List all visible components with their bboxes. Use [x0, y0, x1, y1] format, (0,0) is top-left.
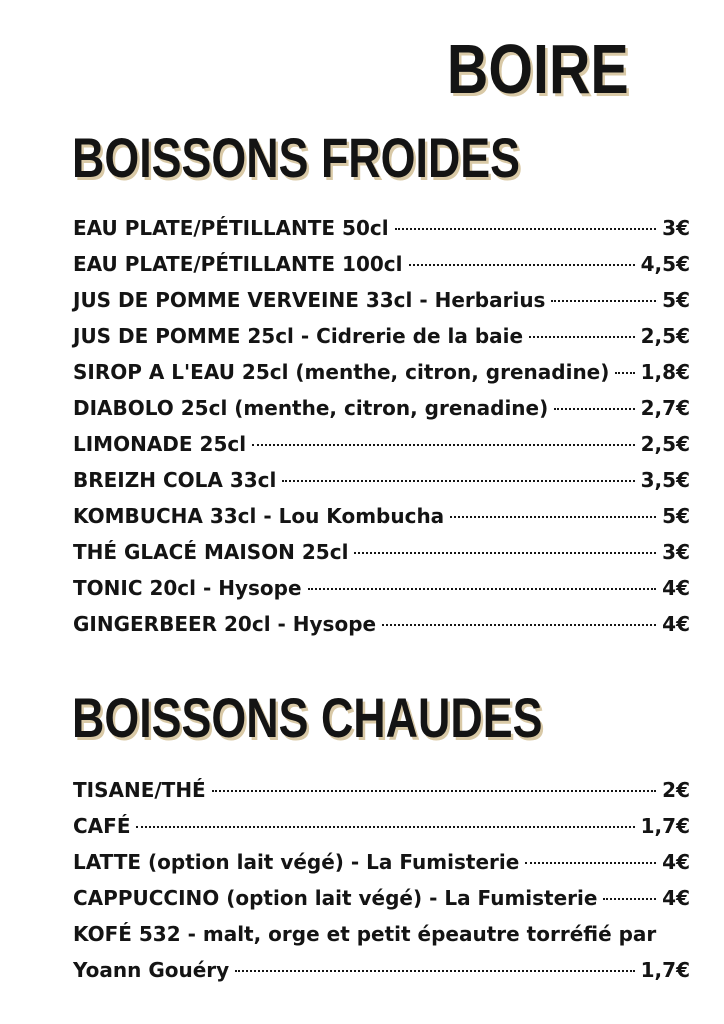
menu-item: [73, 952, 690, 988]
menu-item: [73, 916, 690, 952]
item-price: 2,5€: [640, 324, 690, 348]
item-label: JUS DE POMME VERVEINE 33cl - Herbarius: [73, 288, 546, 312]
item-label: KOFÉ 532 - malt, orge et petit épeautre torréfié par: [73, 922, 657, 946]
item-label: THÉ GLACÉ MAISON 25cl: [73, 540, 349, 564]
dot-leader: [235, 970, 634, 972]
menu-item: [73, 246, 690, 282]
item-price: 5€: [662, 288, 690, 312]
item-price: 4€: [662, 850, 690, 874]
item-label: Yoann Gouéry: [73, 958, 230, 982]
section-title-cold-drinks: BOISSONS FROIDES: [72, 126, 521, 189]
item-price: 4€: [662, 886, 690, 910]
dot-leader: [252, 444, 635, 446]
item-label: SIROP A L'EAU 25cl (menthe, citron, grenadine): [73, 360, 610, 384]
dot-leader: [603, 898, 656, 900]
item-price: 1,8€: [640, 360, 690, 384]
menu-item: [73, 282, 690, 318]
item-label: BREIZH COLA 33cl: [73, 468, 277, 492]
menu-item: [73, 534, 690, 570]
item-label: TONIC 20cl - Hysope: [73, 576, 302, 600]
dot-leader: [212, 790, 656, 792]
item-label: JUS DE POMME 25cl - Cidrerie de la baie: [73, 324, 524, 348]
item-price: 2€: [662, 778, 690, 802]
dot-leader: [395, 228, 657, 230]
item-label: CAPPUCCINO (option lait végé) - La Fumisterie: [73, 886, 598, 910]
menu-item: [73, 570, 690, 606]
dot-leader: [554, 408, 634, 410]
menu-item: [73, 844, 690, 880]
item-label: GINGERBEER 20cl - Hysope: [73, 612, 377, 636]
item-price: 4,5€: [640, 252, 690, 276]
item-label: TISANE/THÉ: [73, 778, 206, 802]
dot-leader: [409, 264, 635, 266]
dot-leader: [551, 300, 656, 302]
item-price: 4€: [662, 576, 690, 600]
item-label: EAU PLATE/PÉTILLANTE 50cl: [73, 216, 389, 240]
dot-leader: [308, 588, 657, 590]
section-title-hot-drinks: BOISSONS CHAUDES: [72, 686, 543, 749]
menu-item: [73, 390, 690, 426]
item-label: CAFÉ: [73, 814, 131, 838]
item-price: 2,5€: [640, 432, 690, 456]
menu-item: [73, 426, 690, 462]
item-price: 5€: [662, 504, 690, 528]
item-label: EAU PLATE/PÉTILLANTE 100cl: [73, 252, 403, 276]
menu-item: [73, 318, 690, 354]
dot-leader: [136, 826, 634, 828]
item-price: 1,7€: [640, 958, 690, 982]
dot-leader: [282, 480, 634, 482]
item-label: KOMBUCHA 33cl - Lou Kombucha: [73, 504, 445, 528]
menu-item: [73, 462, 690, 498]
dot-leader: [382, 624, 656, 626]
dot-leader: [529, 336, 635, 338]
item-price: 3€: [662, 216, 690, 240]
cold-drinks-list: [73, 210, 690, 642]
item-label: LATTE (option lait végé) - La Fumisterie: [73, 850, 520, 874]
hot-drinks-list: [73, 772, 690, 988]
item-price: 1,7€: [640, 814, 690, 838]
page-title: BOIRE: [447, 30, 629, 108]
dot-leader: [450, 516, 656, 518]
item-label: LIMONADE 25cl: [73, 432, 247, 456]
item-price: 4€: [662, 612, 690, 636]
menu-item: [73, 808, 690, 844]
dot-leader: [525, 862, 656, 864]
item-price: 2,7€: [640, 396, 690, 420]
menu-item: [73, 606, 690, 642]
item-price: 3€: [662, 540, 690, 564]
menu-item: [73, 210, 690, 246]
menu-item: [73, 354, 690, 390]
dot-leader: [354, 552, 656, 554]
dot-leader: [615, 372, 634, 374]
menu-item: [73, 880, 690, 916]
item-price: 3,5€: [640, 468, 690, 492]
menu-item: [73, 498, 690, 534]
menu-item: [73, 772, 690, 808]
item-label: DIABOLO 25cl (menthe, citron, grenadine): [73, 396, 549, 420]
